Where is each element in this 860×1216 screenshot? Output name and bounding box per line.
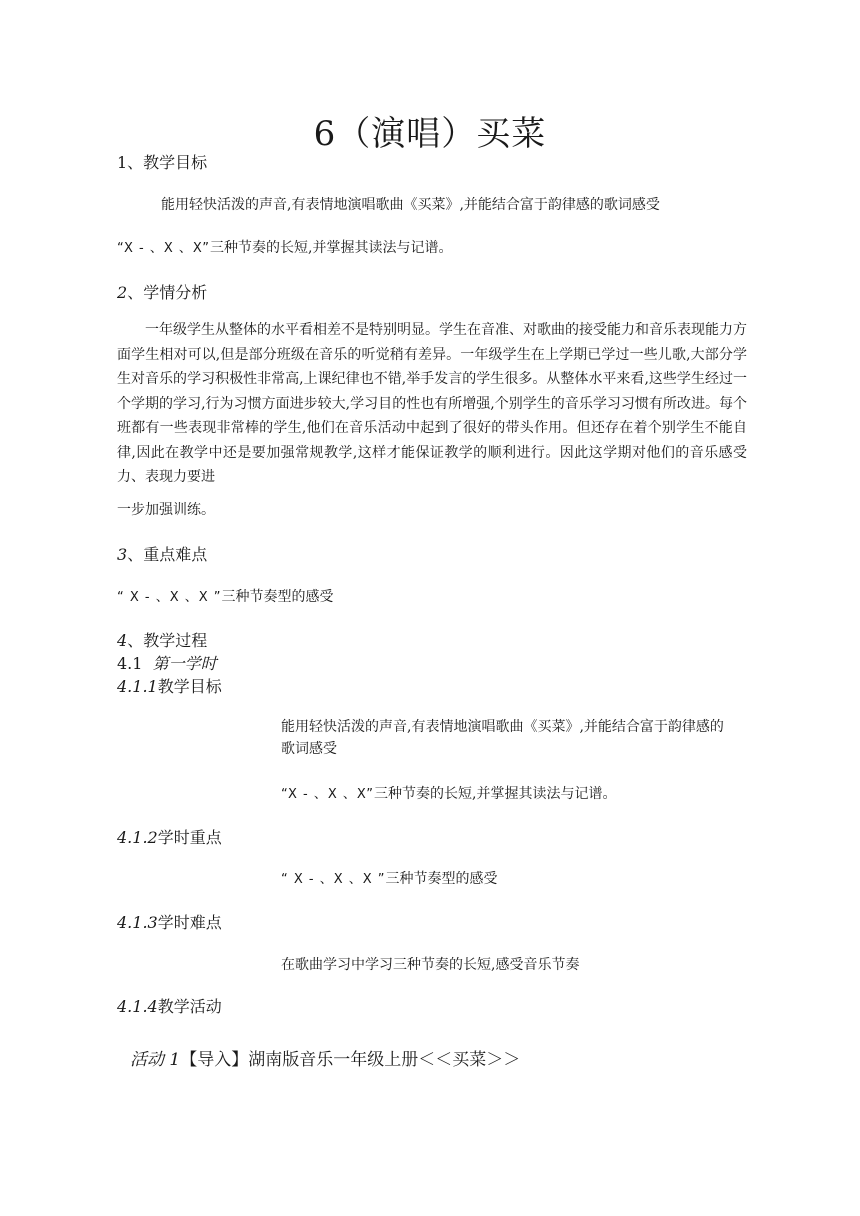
section-number: 2: [117, 283, 128, 302]
analysis-text: 一年级学生从整体的水平看相差不是特别明显。学生在音准、对歌曲的接受能力和音乐表现能力方面学生相对可以,但是部分班级在音乐的听觉稍有差异。一年级学生在上学期已学过一些儿歌,大部分学生对音乐的学习积极性非常高,上课纪律也不错,举手发言的学生很多。从整体水平来看,这些学生经过一个学期的学习,行为习惯方面进步较大,学习目的性也有所增强,个别学生的音乐学习习惯有所改进。每个班都有一些表现非常棒的学生,他们在音乐活动中起到了很好的带头作用。但还存在着个别学生不能自律,因此在教学中还是要加强常规教学,这样才能保证教学的顺利进行。因此这学期对他们的音乐感受力、表现力要进: [117, 322, 747, 485]
goals-line-1: 能用轻快活泼的声音,有表情地演唱歌曲《买菜》,并能结合富于韵律感的歌词感受: [161, 197, 660, 213]
heading-4-1-2: [117, 825, 222, 848]
section-heading-analysis: [117, 280, 207, 303]
activity-text: 【导入】湖南版音乐一年级上册＜＜买菜＞＞: [180, 1050, 521, 1070]
rhythm-notation: “X - 、X 、X”: [117, 241, 210, 256]
section-number: 4: [117, 631, 128, 650]
heading-4-1-4: [117, 994, 222, 1017]
key-points-text: 三种节奏型的感受: [221, 589, 334, 605]
subsection-number: 4.1: [117, 654, 143, 673]
heading-title: 教学活动: [157, 997, 222, 1016]
section-heading-key-points: [117, 542, 207, 565]
subsection-heading-first-period: [117, 651, 217, 674]
heading-title: 学时难点: [157, 913, 222, 932]
heading-number: 4.1.2: [117, 828, 158, 847]
goals-4-1-1-text: 能用轻快活泼的声音,有表情地演唱歌曲《买菜》,并能结合富于韵律感的歌词感受: [281, 719, 724, 757]
rhythm-notation: “ X - 、X 、X ”: [281, 872, 386, 887]
section-heading-goals: 1、教学目标: [117, 153, 208, 172]
section-title: 、重点难点: [127, 545, 208, 564]
section-heading-process: [117, 628, 207, 651]
heading-4-1-1: [117, 674, 222, 697]
heading-title: 教学目标: [157, 677, 222, 696]
heading-number: 4.1.4: [117, 997, 158, 1016]
key-points-line: [117, 586, 334, 606]
section-number: 3: [117, 545, 128, 564]
difficulty-4-1-3-text: 在歌曲学习中学习三种节奏的长短,感受音乐节奏: [281, 957, 580, 973]
rhythm-notation: “ X - 、X 、X ”: [117, 590, 222, 605]
activity-1: [130, 1045, 520, 1070]
page-title: 6（演唱）买菜: [313, 114, 547, 154]
goals-4-1-1-rhythm-line: [281, 783, 616, 803]
heading-4-1-3: [117, 910, 222, 933]
rhythm-line-text: 三种节奏的长短,并掌握其读法与记谱。: [374, 786, 617, 802]
heading-number: 4.1.1: [117, 677, 158, 696]
activity-label: 活动 1: [130, 1050, 181, 1070]
goals-line-2-text: 三种节奏的长短,并掌握其读法与记谱。: [210, 240, 453, 256]
key-4-1-2-line: [281, 868, 498, 888]
key-4-1-2-text: 三种节奏型的感受: [385, 871, 498, 887]
rhythm-notation: “X - 、X 、X”: [281, 787, 374, 802]
section-title: 、教学过程: [127, 631, 208, 650]
heading-title: 学时重点: [157, 828, 222, 847]
goals-line-2: [117, 237, 452, 257]
analysis-tail: 一步加强训练。: [117, 502, 215, 518]
heading-number: 4.1.3: [117, 913, 158, 932]
section-title: 、学情分析: [127, 283, 208, 302]
analysis-paragraph: [117, 318, 747, 490]
subsection-label: 第一学时: [152, 654, 217, 673]
